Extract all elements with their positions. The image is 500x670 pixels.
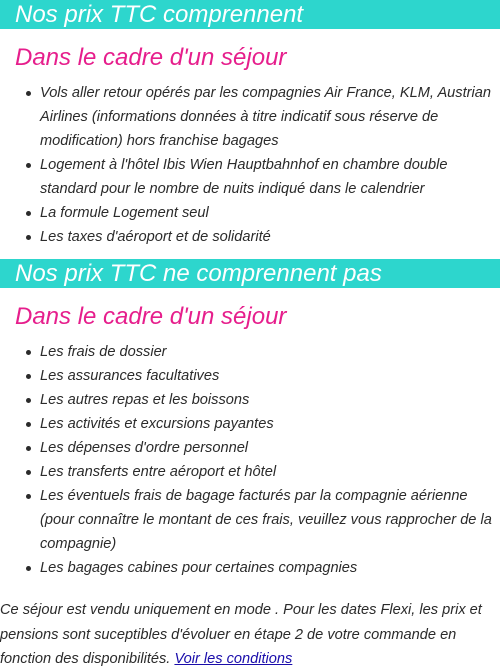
list-item — [40, 340, 500, 364]
bullet-icon — [26, 398, 31, 403]
list-item-text: Les éventuels frais de bagage facturés par la compagnie aérienne (pour connaître le montant de ces frais, veuillez vous rapprocher de la compagnie) — [40, 488, 492, 552]
bullet-icon — [26, 350, 31, 355]
bullet-icon — [26, 163, 31, 168]
list-item-text: Logement à l'hôtel Ibis Wien Hauptbahnhof en chambre double standard pour le nombre de nuits indiqué dans le calendrier — [40, 157, 448, 197]
excluded-list — [0, 340, 500, 580]
bullet-icon — [26, 566, 31, 571]
list-item-text: Les frais de dossier — [40, 344, 167, 360]
bullet-icon — [26, 470, 31, 475]
included-list — [0, 81, 500, 249]
list-item-text: Les taxes d'aéroport et de solidarité — [40, 229, 271, 245]
bullet-icon — [26, 446, 31, 451]
list-item-text: Les dépenses d'ordre personnel — [40, 440, 249, 456]
list-item — [40, 153, 500, 201]
excluded-title: Nos prix TTC ne comprennent pas — [0, 259, 500, 288]
list-item — [40, 484, 500, 556]
excluded-subtitle: Dans le cadre d'un séjour — [15, 303, 287, 330]
list-item — [40, 436, 500, 460]
included-section — [0, 0, 500, 249]
bullet-icon — [26, 211, 31, 216]
bullet-icon — [26, 235, 31, 240]
list-item — [40, 364, 500, 388]
list-item-text: Les assurances facultatives — [40, 368, 220, 384]
included-title: Nos prix TTC comprennent — [0, 0, 500, 29]
list-item — [40, 388, 500, 412]
list-item — [40, 225, 500, 249]
list-item-text: Les transferts entre aéroport et hôtel — [40, 464, 277, 480]
bullet-icon — [26, 494, 31, 499]
list-item-text: La formule Logement seul — [40, 205, 209, 221]
list-item — [40, 460, 500, 484]
list-item — [40, 412, 500, 436]
footer-text: Ce séjour est vendu uniquement en mode . Pour les dates Flexi, les prix et pensions sont suceptibles d'évoluer en étape 2 de votre commande en fonction des disponibilités. — [0, 602, 482, 667]
bullet-icon — [26, 422, 31, 427]
list-item — [40, 81, 500, 153]
bullet-icon — [26, 374, 31, 379]
included-subtitle: Dans le cadre d'un séjour — [15, 44, 287, 71]
list-item-text: Vols aller retour opérés par les compagnies Air France, KLM, Austrian Airlines (informations données à titre indicatif sous réserve de modification) hors franchise bagages — [40, 85, 491, 149]
list-item-text: Les bagages cabines pour certaines compagnies — [40, 560, 358, 576]
list-item-text: Les autres repas et les boissons — [40, 392, 250, 408]
list-item — [40, 201, 500, 225]
bullet-icon — [26, 91, 31, 96]
list-item — [40, 556, 500, 580]
footer-note — [0, 598, 500, 670]
conditions-link[interactable]: Voir les conditions — [174, 651, 293, 667]
excluded-section — [0, 259, 500, 580]
list-item-text: Les activités et excursions payantes — [40, 416, 274, 432]
